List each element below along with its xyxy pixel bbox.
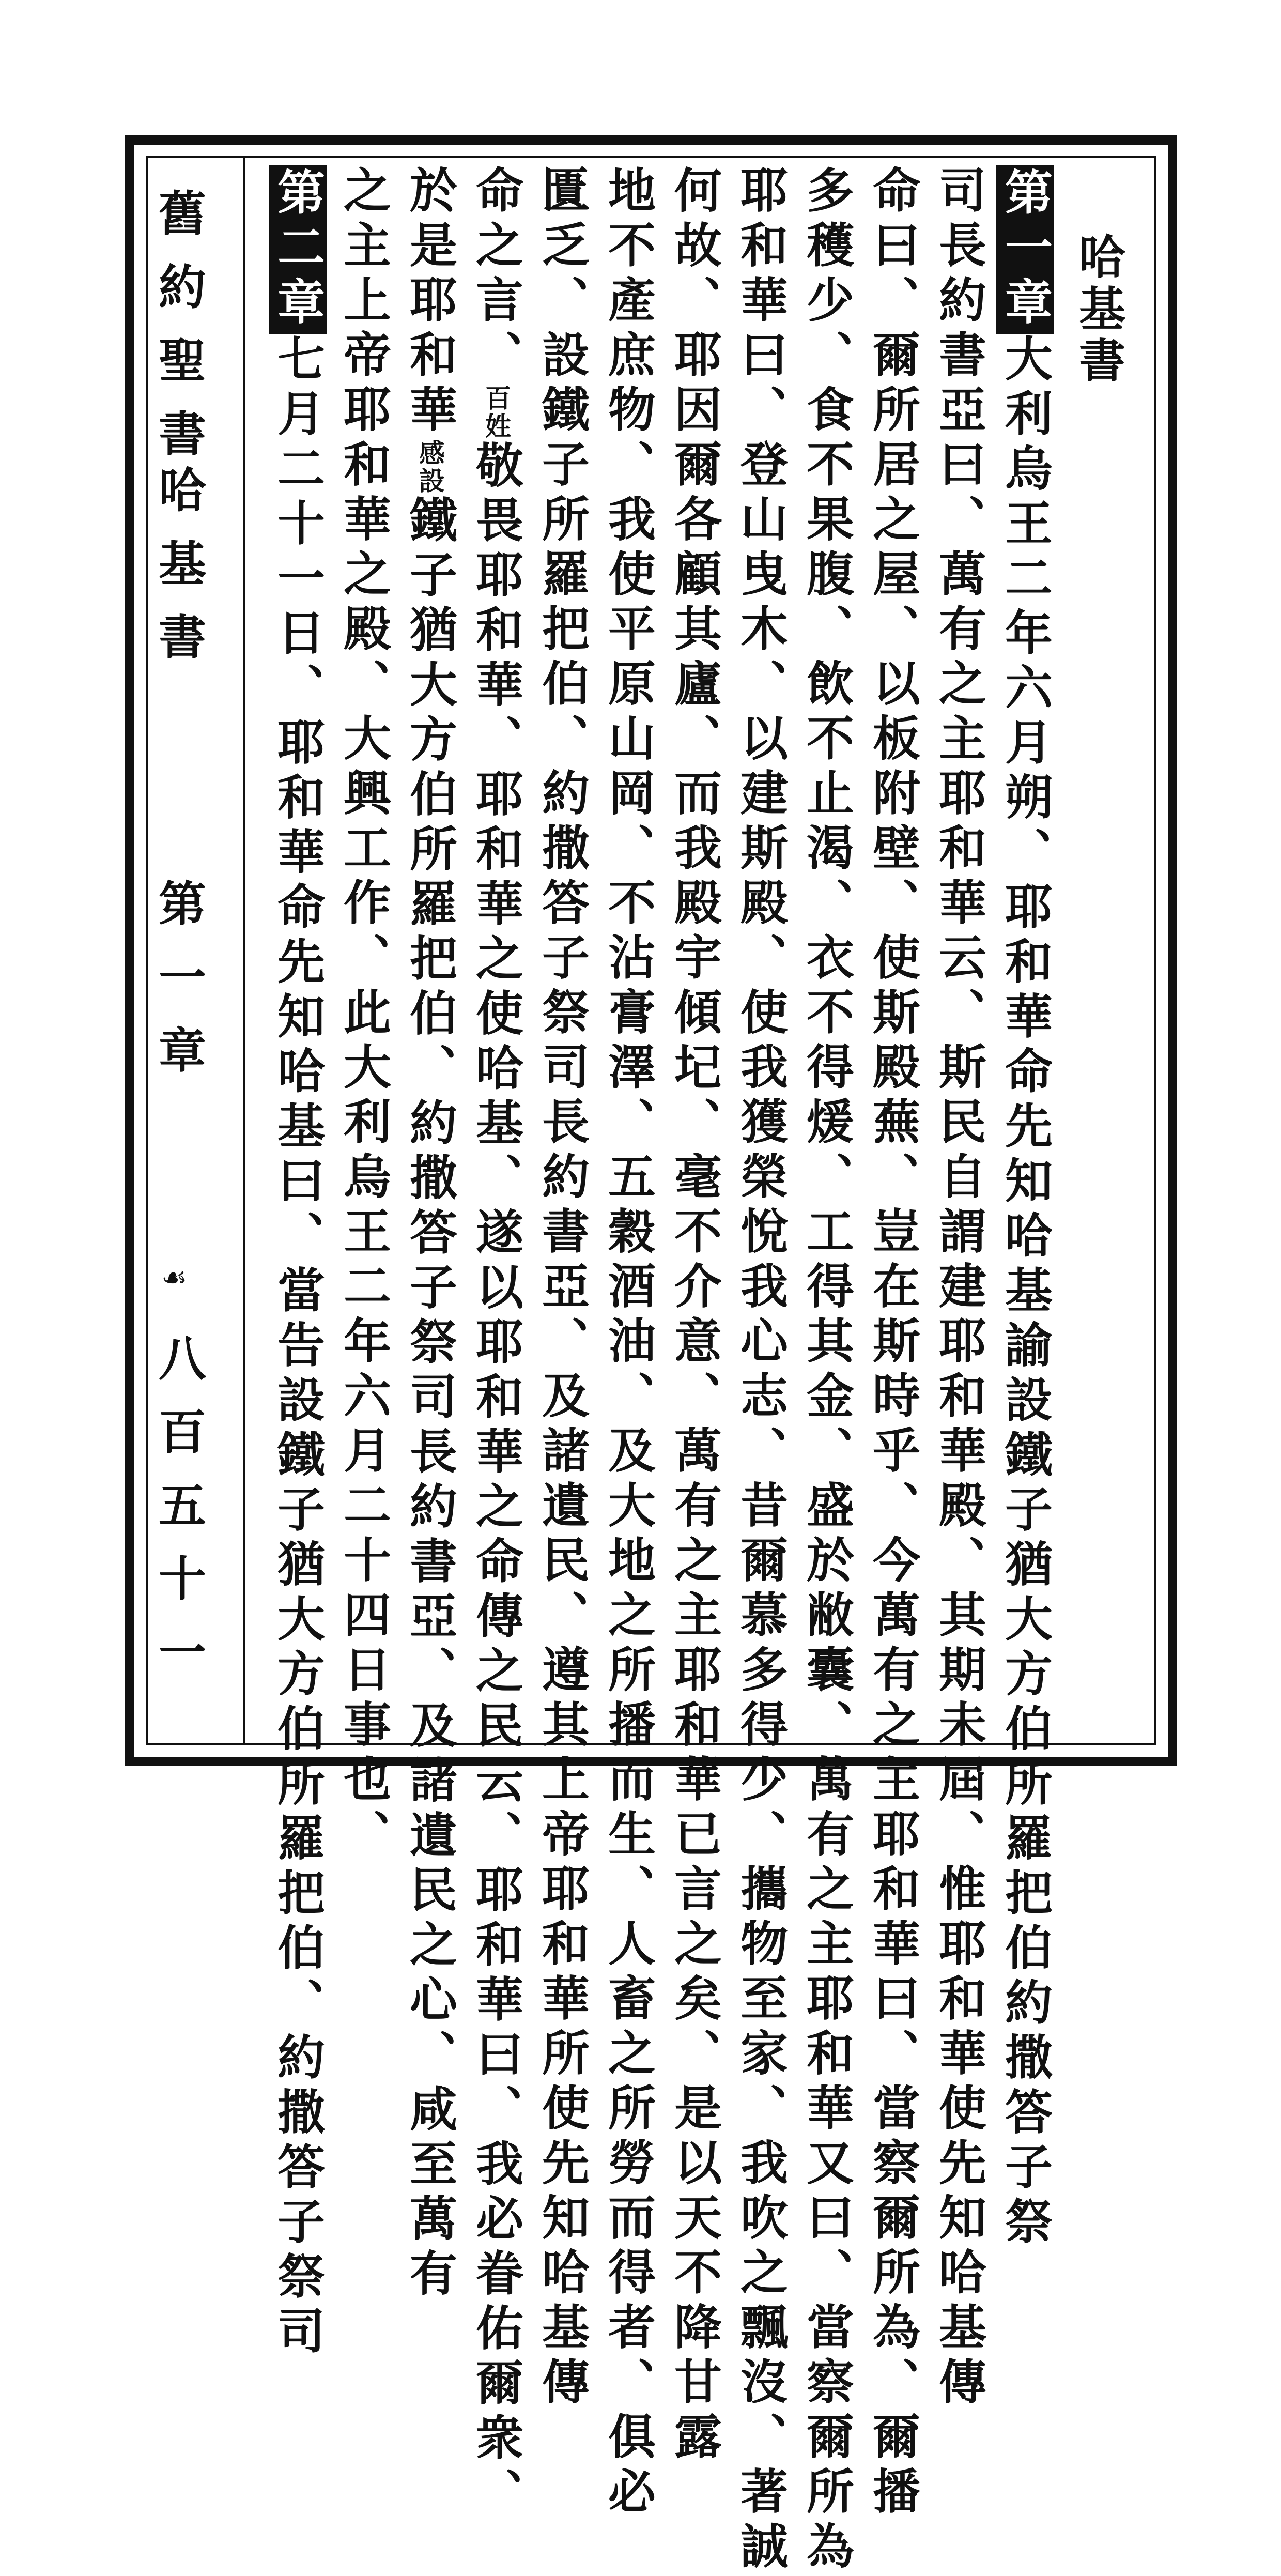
text-column-10 — [387, 165, 458, 2303]
column-main: 敬畏耶和華、耶和華之使哈基、遂以耶和華之命傳之民云、耶和華曰、我必眷佑爾衆、 — [468, 440, 524, 2522]
page-number: 八百五十一 — [151, 1333, 207, 1700]
column-main: 鐵子猶大方伯所羅把伯、約撒答子祭司長約書亞、及諸遺民之心、咸至萬有 — [402, 495, 458, 2303]
text-column-2: 司長約書亞曰、萬有之主耶和華云、斯民自謂建耶和華殿、其期未屆、惟耶和華使先知哈基傳 — [931, 165, 987, 2412]
text-column-3: 命曰、爾所居之屋、以板附壁、使斯殿蕪、豈在斯時乎、今萬有之主耶和華曰、當察爾所為、爾播 — [865, 165, 921, 2521]
small-print: 感設 — [415, 439, 445, 495]
chapter-heading: 第一章 — [996, 165, 1054, 334]
margin-divider — [243, 156, 245, 1745]
margin-book-title — [151, 189, 207, 482]
book-name: 舊約聖書 — [151, 189, 207, 482]
margin-chapter: 第一章 — [151, 879, 207, 1099]
text-column-7: 地不產庶物、我使平原山岡、不沾膏澤、五穀酒油、及大地之所播而生、人畜之所勞而得者、俱必 — [600, 165, 656, 2521]
text-column-4: 多穫少、食不果腹、飲不止渴、衣不得煖、工得其金、盛於敝囊、萬有之主耶和華又曰、當察爾所為 — [799, 165, 855, 2576]
text-column-1 — [982, 165, 1053, 2251]
flower-ornament-icon: ☙ — [161, 1261, 188, 1295]
text-column-12 — [254, 165, 326, 2361]
running-title: 哈基書 — [1071, 233, 1125, 388]
text-column-6: 何故、耶因爾各顧其廬、而我殿宇傾圮、毫不介意、萬有之主耶和華已言之矣、是以天不降甘露 — [667, 165, 722, 2466]
small-print: 百姓 — [481, 385, 512, 440]
text-column-8: 匱乏、設鐵子所羅把伯、約撒答子祭司長約書亞、及諸遺民、遵其上帝耶和華所使先知哈基傳 — [534, 165, 590, 2412]
text-column-11: 之主上帝耶和華之殿、大興工作、此大利烏王二年六月二十四日事也、 — [336, 165, 392, 1864]
margin-book: 哈基書 — [151, 465, 207, 685]
column-lead: 於是耶和華 — [402, 165, 458, 439]
chapter-intro: 七月二十一日、耶和華命先知哈基曰、當告設鐵子猶大方伯所羅把伯、約撒答子祭司 — [270, 334, 326, 2361]
chapter-intro: 大利烏王二年六月朔、耶和華命先知哈基諭設鐵子猶大方伯所羅把伯約撒答子祭 — [997, 334, 1053, 2251]
text-column-9 — [453, 165, 524, 2522]
text-column-5: 耶和華曰、登山曳木、以建斯殿、使我獲榮悅我心志、昔爾慕多得少、攜物至家、我吹之飄沒、著誠 — [733, 165, 789, 2576]
chapter-heading: 第二章 — [269, 165, 327, 334]
column-lead: 命之言、 — [468, 165, 524, 385]
